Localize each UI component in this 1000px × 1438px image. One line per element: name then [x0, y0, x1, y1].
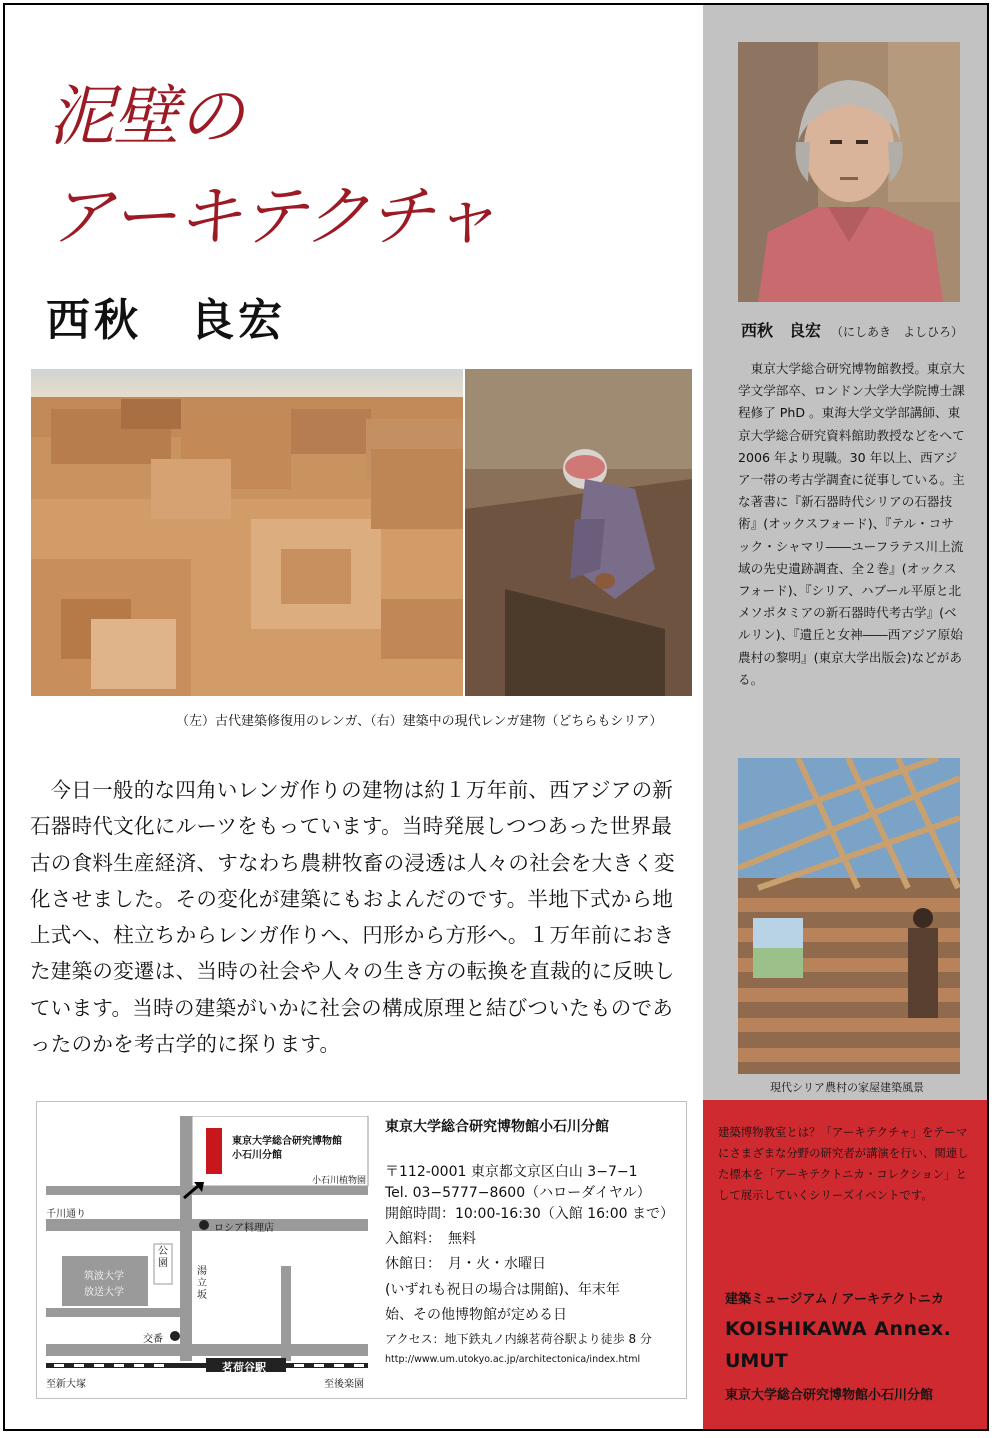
title-line-2: アーキテクチャ: [48, 178, 497, 255]
profile-bio: 東京大学総合研究博物館教授。東京大学文学部卒、ロンドン大学大学院博士課程修了 PhD 。東海大学文学部講師、東京大学総合研究資料館助教授などをへて 2006 年より現職。30 年以上、西アジア一帯の考古学調査に従事している。主な著書に『新石器時代シリアの石器技術』(オックスフォード)、『テル・コサック・シャマリ――ユーフラテス川上流域の先史遺跡調査、全２巻』(オックスフォード)、『シリア、ハブール平原と北メソポタミアの新石器時代考古学』(ベルリン)、『遺丘と女神――西アジア原始農村の黎明』(東京大学出版会)などがある。: [738, 361, 965, 687]
venue-address: 〒112-0001 東京都文京区白山 3−7−1: [385, 1164, 638, 1180]
title-line-1: 泥壁の: [48, 78, 243, 155]
village-caption: 現代シリア農村の家屋建築風景: [770, 1081, 924, 1094]
worker-photo: [465, 369, 692, 696]
map-garden-label: 小石川植物園: [312, 1176, 367, 1186]
map-tsukuba-label-2: 放送大学: [84, 1287, 124, 1298]
venue-tel: Tel. 03−5777−8600（ハローダイヤル）: [385, 1185, 651, 1201]
map-museum-label-2: 小石川分館: [232, 1150, 282, 1161]
photo-caption: （左）古代建築修復用のレンガ、（右）建築中の現代レンガ建物（どちらもシリア）: [176, 714, 663, 729]
venue-name: 東京大学総合研究博物館小石川分館: [385, 1119, 609, 1135]
umut-name: UMUT: [725, 1350, 788, 1372]
map-senkawa-label: 千川通り: [46, 1209, 86, 1220]
red-museum-name: 東京大学総合研究博物館小石川分館: [725, 1388, 934, 1403]
map-shin-otsuka-label: 至新大塚: [46, 1379, 86, 1390]
village-photo: [738, 758, 960, 1074]
series-name: 建築ミュージアム / アーキテクトニカ: [725, 1292, 944, 1307]
map-tsukuba-label-1: 筑波大学: [84, 1271, 124, 1282]
venue-closed-note-2: 始、その他博物館が定める日: [385, 1307, 567, 1323]
map-koban-label: 交番: [143, 1334, 163, 1345]
venue-closed-note-1: (いずれも祝日の場合は開館)、年末年: [385, 1282, 620, 1298]
author-portrait: [738, 42, 960, 302]
venue-url[interactable]: http://www.um.utokyo.ac.jp/architectonica/index.html: [385, 1354, 641, 1365]
map-korakuen-label: 至後楽園: [324, 1379, 364, 1390]
map-restaurant-label: ロシア料理店: [214, 1223, 274, 1234]
map-park-label: 公園: [158, 1246, 168, 1269]
map-slope-label: 湯立坂: [197, 1266, 207, 1301]
series-description: 建築博物教室とは？「アーキテクチャ」をテーマにさまざまな分野の研究者が講演を行い、関連した標本を「アーキテクトニカ・コレクション」として展示していくシリーズイベントです。: [718, 1125, 969, 1202]
profile-reading: （にしあき よしひろ）: [831, 325, 964, 339]
body-text: 今日一般的な四角いレンガ作りの建物は約１万年前、西アジアの新石器時代文化にルーツをもっています。当時発展しつつあった世界最古の食料生産経済、すなわち農耕牧畜の浸透は人々の社会を大きく変化させました。その変化が建築にもおよんだのです。半地下式から地上式へ、柱立ちからレンガ作りへ、円形から方形へ。１万年前におきた建築の変遷は、当時の社会や人々の生き方の転換を直裁的に反映しています。当時の建築がいかに社会の構成原理と結びついたものであったのかを考古学的に探ります。: [30, 778, 675, 1057]
venue-closed: 休館日： 月・火・水曜日: [385, 1256, 546, 1272]
profile-name-text: 西秋 良宏: [741, 321, 822, 340]
venue-access: アクセス：地下鉄丸ノ内線茗荷谷駅より徒歩 8 分: [385, 1332, 652, 1346]
map-museum-label: 東京大学総合研究博物館: [232, 1136, 342, 1147]
annex-name: KOISHIKAWA Annex.: [725, 1318, 952, 1340]
ruins-photo: [31, 369, 463, 696]
venue-hours: 開館時間：10:00-16:30（入館 16:00 まで）: [385, 1206, 674, 1222]
access-map: [46, 1116, 378, 1388]
venue-admission: 入館料： 無料: [385, 1231, 476, 1247]
map-station-label: 茗荷谷駅: [222, 1361, 266, 1374]
profile-name: [741, 318, 963, 341]
author-name: 西秋 良宏: [46, 295, 286, 346]
